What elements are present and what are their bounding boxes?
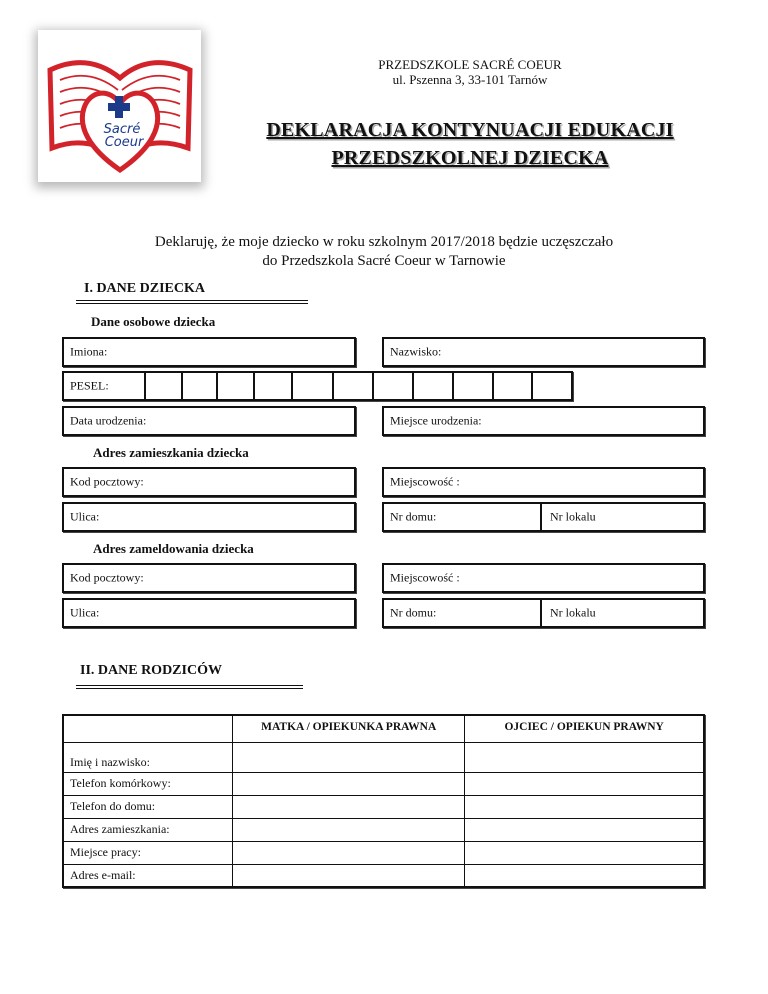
flat-no-label: Nr lokalu (550, 509, 596, 524)
table-row (63, 864, 704, 887)
street-label: Ulica: (70, 605, 100, 620)
mother-cell[interactable] (233, 864, 465, 887)
parents-table-header (63, 715, 704, 742)
surname-field[interactable] (382, 337, 705, 367)
mother-column-header: MATKA / OPIEKUNKA PRAWNA (233, 715, 465, 742)
father-cell[interactable] (465, 742, 704, 772)
section-child-underline (76, 300, 308, 304)
postal-code-label: Kod pocztowy: (70, 474, 144, 489)
residence-street-field[interactable] (62, 502, 356, 532)
residence-postal-code-field[interactable] (62, 467, 356, 497)
father-cell[interactable] (465, 795, 704, 818)
registration-postal-code-field[interactable] (62, 563, 356, 593)
declaration-line1: Deklaruję, że moje dziecko w roku szkolnym 2017/2018 będzie uczęszczało (154, 234, 614, 250)
school-name: PRZEDSZKOLE SACRÉ COEUR (378, 57, 562, 72)
registration-city-field[interactable] (382, 563, 705, 593)
house-no-label: Nr domu: (390, 509, 437, 524)
row-label: Adres e-mail: (63, 864, 233, 887)
table-row (63, 818, 704, 841)
residence-address-heading: Adres zamieszkania dziecka (93, 445, 249, 460)
birth-place-label: Miejsce urodzenia: (390, 413, 482, 428)
mother-cell[interactable] (233, 742, 465, 772)
residence-city-field[interactable] (382, 467, 705, 497)
svg-text:Sacré: Sacré (103, 122, 141, 137)
mother-cell[interactable] (233, 772, 465, 795)
first-names-field[interactable] (62, 337, 356, 367)
personal-data-heading: Dane osobowe dziecka (91, 314, 216, 329)
row-label: Adres zamieszkania: (63, 818, 233, 841)
pesel-field[interactable] (62, 371, 573, 401)
section-parents-underline (76, 685, 303, 689)
father-cell[interactable] (465, 864, 704, 887)
postal-code-label: Kod pocztowy: (70, 570, 144, 585)
school-logo (38, 30, 201, 182)
mother-cell[interactable] (233, 818, 465, 841)
table-row (63, 772, 704, 795)
table-row (63, 841, 704, 864)
city-label: Miejscowość : (390, 570, 460, 585)
father-cell[interactable] (465, 841, 704, 864)
house-no-label: Nr domu: (390, 605, 437, 620)
registration-address-heading: Adres zameldowania dziecka (93, 541, 254, 556)
table-row (63, 795, 704, 818)
sacre-coeur-logo-icon (38, 30, 201, 182)
first-names-label: Imiona: (70, 344, 108, 359)
section-child-title: I. DANE DZIECKA (84, 281, 205, 296)
father-column-header: OJCIEC / OPIEKUN PRAWNY (465, 715, 704, 742)
declaration-line2: do Przedszkola Sacré Coeur w Tarnowie (262, 253, 506, 269)
table-row (63, 742, 704, 772)
birth-date-field[interactable] (62, 406, 356, 436)
row-label: Telefon do domu: (63, 795, 233, 818)
row-label: Imię i nazwisko: (63, 742, 233, 772)
school-address: ul. Pszenna 3, 33-101 Tarnów (392, 72, 548, 87)
document-title-line2: PRZEDSZKOLNEJ DZIECKA (331, 147, 609, 169)
birth-place-field[interactable] (382, 406, 705, 436)
residence-house-flat-field[interactable] (382, 502, 705, 532)
row-label: Telefon komórkowy: (63, 772, 233, 795)
row-label: Miejsce pracy: (63, 841, 233, 864)
mother-cell[interactable] (233, 841, 465, 864)
father-cell[interactable] (465, 818, 704, 841)
registration-street-field[interactable] (62, 598, 356, 628)
pesel-label: PESEL: (70, 378, 109, 393)
city-label: Miejscowość : (390, 474, 460, 489)
header-empty-cell (63, 715, 233, 742)
document-title-line1: DEKLARACJA KONTYNUACJI EDUKACJI (266, 119, 674, 141)
mother-cell[interactable] (233, 795, 465, 818)
section-parents-title: II. DANE RODZICÓW (80, 663, 222, 678)
parents-table (62, 714, 705, 888)
registration-house-flat-field[interactable] (382, 598, 705, 628)
street-label: Ulica: (70, 509, 100, 524)
flat-no-label: Nr lokalu (550, 605, 596, 620)
surname-label: Nazwisko: (390, 344, 442, 359)
father-cell[interactable] (465, 772, 704, 795)
svg-text:Coeur: Coeur (104, 135, 144, 150)
birth-date-label: Data urodzenia: (70, 413, 147, 428)
